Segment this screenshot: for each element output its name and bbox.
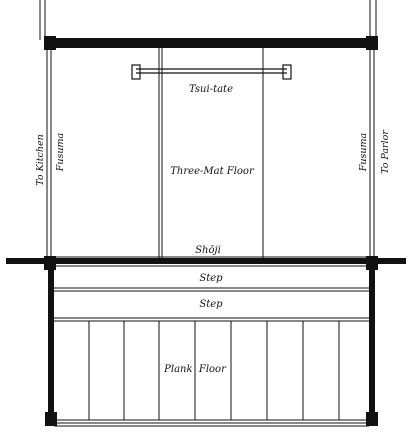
upper-guide-lines <box>40 0 376 40</box>
lower-right-wall <box>369 264 375 426</box>
left-fusuma-wall <box>47 48 51 262</box>
middle-beam <box>6 258 406 264</box>
bottom-right-post <box>366 412 378 426</box>
right-to-parlor-label: To Parlor <box>380 130 391 174</box>
mat-dividers <box>159 48 263 258</box>
top-left-post <box>44 36 56 50</box>
step-lower-label: Step <box>199 299 223 310</box>
right-fusuma-label: Fusuma <box>358 132 369 172</box>
bottom-left-post <box>45 412 57 426</box>
left-to-kitchen-label: To Kitchen <box>35 134 46 186</box>
tsui-tate-label: Tsui-tate <box>188 84 234 95</box>
top-beam <box>44 38 378 48</box>
plank-floor-label: Plank Floor <box>164 364 226 375</box>
tsui-tate-screen <box>132 65 291 79</box>
lower-left-wall <box>48 264 54 426</box>
bottom-sill <box>54 420 369 426</box>
step-upper-label: Step <box>199 273 223 284</box>
three-mat-floor-label: Three-Mat Floor <box>170 166 254 177</box>
top-right-post <box>366 36 378 50</box>
shoji-label: Shōji <box>195 245 221 256</box>
right-fusuma-wall <box>370 48 374 262</box>
left-fusuma-label: Fusuma <box>55 132 66 172</box>
